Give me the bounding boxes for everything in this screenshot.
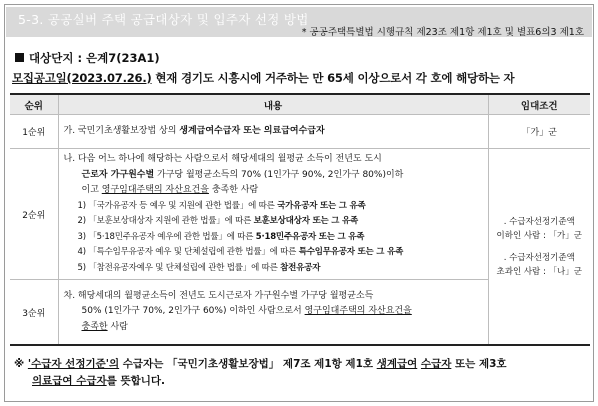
rank2-line-3-post: 충족한 사람 xyxy=(208,185,259,195)
content-cell xyxy=(58,149,488,280)
rank-cell: 3순위 xyxy=(10,280,58,346)
notice-date: 모집공고일(2023.07.26.) xyxy=(12,71,152,85)
list-item-bold: 5·18민주유공자 또는 그 유족 xyxy=(255,231,365,242)
footnote-underline: '수급자 선정기준'의 xyxy=(27,358,120,370)
list-item-text: 3) 「5·18민주유공자 예우에 관한 법률」에 따른 xyxy=(77,231,256,242)
rank3-line-1: 차. 해당세대의 월평균소득이 전년도 도시근로자 가구원수별 가구당 월평균소득 xyxy=(63,290,374,301)
notice-text: 현재 경기도 시흥시에 거주하는 만 65세 이상으로서 각 호에 해당하는 자 xyxy=(151,71,515,85)
rank-cell: 2순위 xyxy=(10,149,58,280)
content-cell xyxy=(58,280,488,346)
footnote-line-1 xyxy=(14,356,586,373)
list-item-text: 4) 「특수임무유공자 예우 및 단체설립에 관한 법률」에 따른 xyxy=(77,247,299,257)
section-title: 5-3. 공공실버 주택 공급대상자 및 입주자 선정 방법 xyxy=(18,12,309,27)
table-header-row xyxy=(10,94,590,115)
footnote-underline: 생계급여 xyxy=(376,358,418,370)
list-item xyxy=(64,261,483,277)
footnote-text: 수급자는 「국민기초생활보장법」 제7조 제1항 제1호 xyxy=(119,358,377,370)
footnote xyxy=(14,356,586,390)
content-cell xyxy=(58,115,488,149)
reference-mark-icon: ※ xyxy=(14,358,28,370)
footnote-underline: 의료급여 수급자 xyxy=(32,375,107,387)
rank1-bold: 생계급여수급자 또는 의료급여수급자 xyxy=(179,125,325,136)
rank2-line-2-text: 가구당 월평균소득의 70% (1인가구 90%, 2인가구 80%)이하 xyxy=(154,169,404,180)
eligibility-notice xyxy=(12,70,514,86)
square-bullet-icon xyxy=(15,53,24,62)
law-reference: * 공공주택특별법 시행규칙 제23조 제1항 제1호 및 별표6의3 제1호 xyxy=(301,27,584,38)
rank2-bold: 근로자 가구원수별 xyxy=(81,169,155,180)
target-complex xyxy=(15,50,160,66)
header-rent-condition: 임대조건 xyxy=(488,94,590,115)
rank2-line-2 xyxy=(64,168,483,184)
rank3-line-3-underline: 충족한 xyxy=(81,321,108,332)
rank2-line-1: 나. 다음 어느 하나에 해당하는 사람으로서 해당세대의 월평균 소득이 전년도 도시 xyxy=(63,154,382,164)
header-content: 내용 xyxy=(58,94,488,115)
rank3-line-3-post: 사람 xyxy=(107,321,128,332)
footnote-text: 를 뜻합니다. xyxy=(106,375,166,387)
list-item xyxy=(64,214,483,230)
list-item xyxy=(64,199,483,215)
condition-line: . 수급자선정기준액 xyxy=(503,252,575,263)
condition-line: 초과인 사람 : 「나」군 xyxy=(496,266,582,277)
condition-line: 이하인 사람 : 「가」군 xyxy=(496,230,582,241)
rank2-line-3 xyxy=(64,183,483,199)
list-item-text: 2) 「보훈보상대상자 지원에 관한 법률」에 따른 xyxy=(77,216,254,226)
condition-line: . 수급자선정기준액 xyxy=(503,216,575,227)
condition-cell: 「가」군 xyxy=(488,115,590,149)
list-item xyxy=(64,230,483,246)
table-row xyxy=(10,149,590,280)
table-row xyxy=(10,115,590,149)
condition-cell xyxy=(488,149,590,346)
footnote-text: 또는 제3호 xyxy=(451,358,507,370)
list-item-bold: 보훈보상대상자 또는 그 유족 xyxy=(253,216,359,226)
footnote-underline: 수급자 xyxy=(420,358,452,370)
eligibility-table xyxy=(10,93,590,346)
list-item-text: 5) 「참전유공자예우 및 단체설립에 관한 법률」에 따른 xyxy=(77,262,281,273)
rank-cell: 1순위 xyxy=(10,115,58,149)
list-item-bold: 국가유공자 또는 그 유족 xyxy=(277,200,366,211)
target-complex-label: 대상단지 : 은계7(23A1) xyxy=(29,51,160,65)
rank2-line-3-underline: 영구임대주택의 자산요건을 xyxy=(101,185,209,195)
rank3-line-2-underline: 영구임대주택의 자산요건을 xyxy=(304,306,412,317)
list-item-bold: 특수임무유공자 또는 그 유족 xyxy=(298,247,404,257)
list-item-bold: 참전유공자 xyxy=(280,262,321,273)
section-header-bar xyxy=(6,7,592,37)
rank3-line-2-pre: 50% (1인가구 70%, 2인가구 60%) 이하인 사람으로서 xyxy=(81,306,305,317)
footnote-line-2 xyxy=(14,373,586,390)
header-rank: 순위 xyxy=(10,94,58,115)
rank3-line-3 xyxy=(64,320,483,336)
list-item xyxy=(64,245,483,261)
list-item-text: 1) 「국가유공자 등 예우 및 지원에 관한 법률」에 따른 xyxy=(77,200,278,211)
rank3-line-2 xyxy=(64,304,483,320)
rank1-text: 가. 국민기초생활보장법 상의 xyxy=(63,125,180,136)
rank2-line-3-pre: 이고 xyxy=(81,185,102,195)
